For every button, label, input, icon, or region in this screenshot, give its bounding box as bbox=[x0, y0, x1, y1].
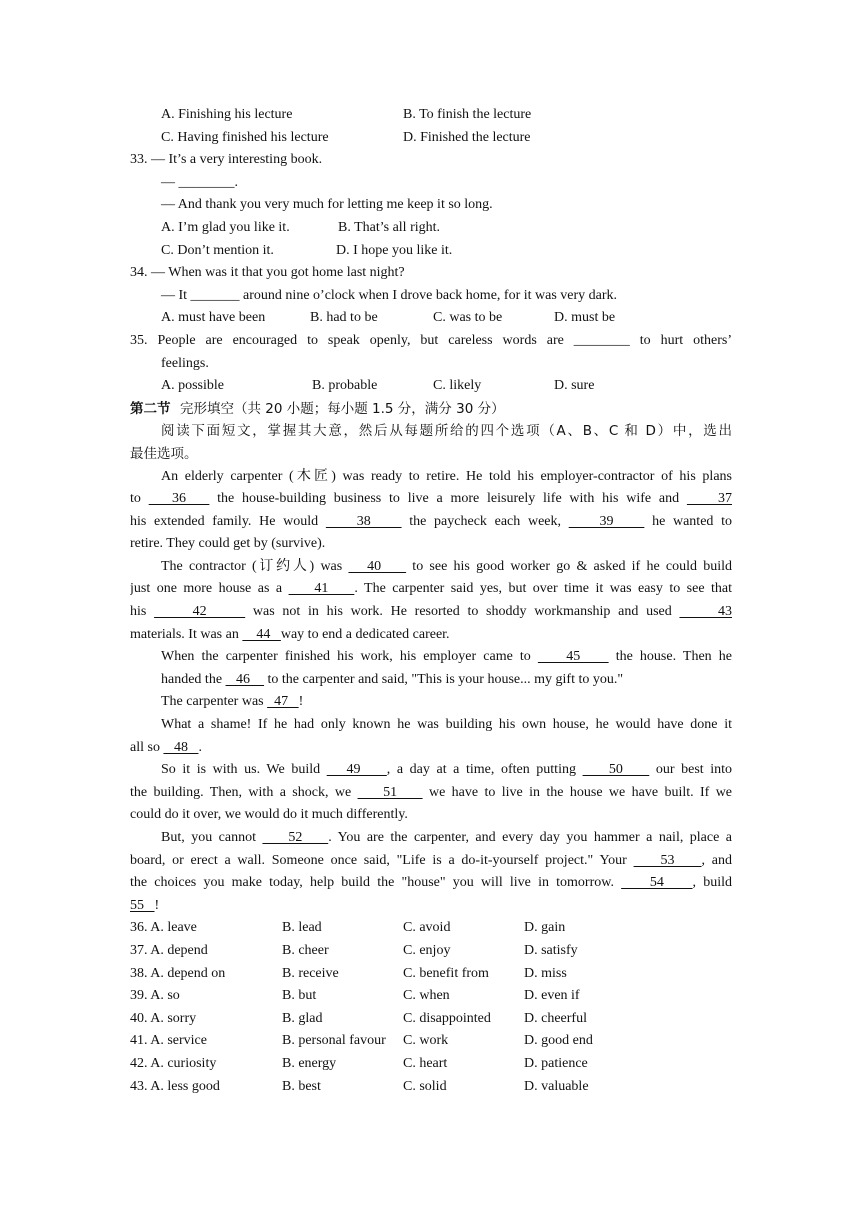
blank: 42 bbox=[154, 604, 246, 620]
passage-line-4: retire. They could get by (survive). bbox=[130, 536, 326, 552]
blank: 50 bbox=[582, 762, 650, 778]
blank: 39 bbox=[568, 513, 645, 529]
q39-option-b: B. but bbox=[282, 988, 317, 1004]
blank: 48 bbox=[163, 739, 199, 755]
blank: 52 bbox=[262, 830, 329, 845]
q42-option-a: 42. A. curiosity bbox=[130, 1055, 217, 1071]
options-row-42 bbox=[0, 1053, 860, 1076]
blank: 47 bbox=[267, 694, 299, 710]
q42-option-d: D. patience bbox=[524, 1055, 588, 1071]
q41-option-b: B. personal favour bbox=[282, 1033, 386, 1049]
q36-option-c: C. avoid bbox=[403, 920, 451, 936]
q35-option-a: A. possible bbox=[161, 378, 224, 394]
q32-option-c: C. Having finished his lecture bbox=[161, 129, 329, 145]
passage-line-13: all so 48 . bbox=[130, 739, 202, 755]
section-title: 第二节 bbox=[130, 400, 171, 417]
blank: 38 bbox=[325, 513, 402, 529]
cloze-options-table bbox=[0, 917, 860, 1098]
q35-option-b: B. probable bbox=[312, 378, 378, 394]
q34-option-d: D. must be bbox=[554, 310, 616, 326]
passage-line-20: 55 ! bbox=[130, 897, 160, 913]
q41-option-a: 41. A. service bbox=[130, 1033, 207, 1049]
q38-option-d: D. miss bbox=[524, 965, 567, 981]
options-row-37 bbox=[0, 940, 860, 963]
q35-option-d: D. sure bbox=[554, 378, 595, 394]
q33-option-c: C. Don’t mention it. bbox=[161, 242, 274, 258]
q36-option-a: 36. A. leave bbox=[130, 920, 197, 936]
section-instruction-line-2: 最佳选项。 bbox=[130, 445, 198, 462]
q40-option-c: C. disappointed bbox=[403, 1010, 491, 1026]
q34-option-b: B. had to be bbox=[310, 310, 378, 326]
passage-line-15: the building. Then, with a shock, we 51 we have to live in the house we have built. If we bbox=[130, 784, 732, 800]
q32-option-a: A. Finishing his lecture bbox=[161, 107, 293, 122]
section-instruction-line-1 bbox=[0, 420, 860, 443]
q33-options-row-2 bbox=[0, 240, 860, 263]
q34-option-c: C. was to be bbox=[433, 310, 503, 326]
q38-option-a: 38. A. depend on bbox=[130, 965, 226, 981]
passage-line-6: just one more house as a 41 . The carpenter said yes, but over time it was easy to see that bbox=[130, 581, 732, 597]
blank: 45 bbox=[537, 649, 609, 665]
passage-line-11: The carpenter was 47 ! bbox=[161, 694, 304, 710]
passage-line-10: handed the 46 to the carpenter and said, "This is your house... my gift to you." bbox=[161, 671, 624, 687]
q35-options-row bbox=[0, 375, 860, 398]
blank: 46 bbox=[225, 671, 265, 687]
passage-line-14: So it is with us. We build 49 , a day at a time, often putting 50 our best into bbox=[161, 762, 732, 778]
q34-options-row bbox=[0, 307, 860, 330]
q37-option-a: 37. A. depend bbox=[130, 942, 208, 958]
q40-option-b: B. glad bbox=[282, 1010, 323, 1026]
blank: 54 bbox=[621, 875, 693, 891]
q39-option-d: D. even if bbox=[524, 988, 580, 1004]
passage-line-1: An elderly carpenter (木匠) was ready to retire. He told his employer-contractor of his plans bbox=[161, 468, 732, 484]
q33-stem: 33. — It’s a very interesting book. bbox=[130, 152, 323, 168]
passage-line-3: his extended family. He would 38 the paycheck each week, 39 he wanted to bbox=[130, 513, 732, 529]
blank: 36 bbox=[148, 491, 210, 507]
q33-reply: — And thank you very much for letting me keep it so long. bbox=[161, 197, 493, 213]
exam-page bbox=[0, 104, 860, 1098]
q38-option-c: C. benefit from bbox=[403, 965, 489, 981]
section-description: 完形填空（共 20 小题；每小题 1.5 分，满分 30 分） bbox=[180, 400, 505, 417]
q34-option-a: A. must have been bbox=[161, 310, 266, 326]
blank: 43 bbox=[679, 604, 732, 620]
blank: 53 bbox=[633, 852, 702, 868]
passage-line-5: The contractor (订约人) was 40 to see his good worker go & asked if he could build bbox=[161, 558, 732, 574]
q39-option-c: C. when bbox=[403, 988, 450, 1004]
options-row-39 bbox=[0, 985, 860, 1008]
blank: 41 bbox=[288, 581, 355, 597]
q35-option-c: C. likely bbox=[433, 378, 482, 394]
blank: 44 bbox=[242, 626, 281, 642]
q35-stem-line-1 bbox=[0, 330, 860, 353]
q33-option-a: A. I’m glad you like it. bbox=[161, 219, 290, 235]
q36-option-b: B. lead bbox=[282, 920, 322, 936]
q42-option-c: C. heart bbox=[403, 1055, 448, 1071]
passage-line-17: But, you cannot 52 . You are the carpenter, and every day you hammer a nail, place a bbox=[161, 830, 732, 845]
q43-option-b: B. best bbox=[282, 1078, 321, 1094]
passage-line-7: his 42 was not in his work. He resorted to shoddy workmanship and used 43 bbox=[130, 604, 732, 620]
q35-stem-text: 35. People are encouraged to speak openly, but careless words are ________ to hurt others’ bbox=[130, 332, 732, 348]
passage-line-8: materials. It was an 44 way to end a dedicated career. bbox=[130, 626, 450, 642]
q38-option-b: B. receive bbox=[282, 965, 339, 981]
section-header bbox=[0, 398, 860, 421]
q34-stem: 34. — When was it that you got home last night? bbox=[130, 265, 405, 281]
q32-options-row-2 bbox=[0, 127, 860, 150]
options-row-43 bbox=[0, 1076, 860, 1099]
passage-line-2: to 36 the house-building business to live a more leisurely life with his wife and 37 bbox=[130, 491, 732, 507]
q33-blank-line: — ________. bbox=[161, 174, 238, 190]
options-row-36 bbox=[0, 917, 860, 940]
q40-option-a: 40. A. sorry bbox=[130, 1010, 197, 1026]
q33-option-b: B. That’s all right. bbox=[338, 219, 441, 235]
q32-option-d: D. Finished the lecture bbox=[403, 129, 531, 145]
q43-option-a: 43. A. less good bbox=[130, 1078, 220, 1094]
blank: 51 bbox=[357, 784, 423, 800]
q43-option-d: D. valuable bbox=[524, 1078, 589, 1094]
q32-options-row-1 bbox=[0, 104, 860, 127]
passage-line-9: When the carpenter finished his work, his employer came to 45 the house. Then he bbox=[161, 649, 732, 665]
passage-line-12: What a shame! If he had only known he was building his own house, he would have done it bbox=[161, 717, 732, 733]
q41-option-d: D. good end bbox=[524, 1033, 593, 1049]
q34-reply: — It _______ around nine o’clock when I drove back home, for it was very dark. bbox=[161, 287, 618, 303]
q33-options-row-1 bbox=[0, 217, 860, 240]
q35-stem-line-2: feelings. bbox=[161, 355, 209, 371]
q36-option-d: D. gain bbox=[524, 920, 566, 936]
blank: 40 bbox=[348, 558, 407, 574]
q41-option-c: C. work bbox=[403, 1033, 449, 1049]
q37-option-b: B. cheer bbox=[282, 942, 329, 958]
options-row-40 bbox=[0, 1008, 860, 1031]
passage-line-16: could do it over, we would do it much differently. bbox=[130, 807, 408, 823]
q33-option-d: D. I hope you like it. bbox=[336, 242, 453, 258]
passage-line-19: the choices you make today, help build the "house" you will live in tomorrow. 54 , build bbox=[130, 875, 732, 891]
q39-option-a: 39. A. so bbox=[130, 988, 180, 1004]
blank: 49 bbox=[326, 762, 387, 778]
blank: 55 bbox=[130, 897, 155, 913]
q43-option-c: C. solid bbox=[403, 1078, 447, 1094]
blank: 37 bbox=[686, 491, 732, 507]
options-row-38 bbox=[0, 963, 860, 986]
options-row-41 bbox=[0, 1030, 860, 1053]
q42-option-b: B. energy bbox=[282, 1055, 337, 1071]
section-instruction-text: 阅读下面短文，掌握其大意，然后从每题所给的四个选项（A、B、C 和 D）中，选出 bbox=[161, 423, 732, 440]
q32-option-b: B. To finish the lecture bbox=[403, 107, 532, 122]
q40-option-d: D. cheerful bbox=[524, 1010, 587, 1026]
q37-option-d: D. satisfy bbox=[524, 942, 578, 958]
q37-option-c: C. enjoy bbox=[403, 942, 451, 958]
passage-line-18: board, or erect a wall. Someone once said, "Life is a do-it-yourself project." Your 53 , and bbox=[130, 852, 732, 868]
